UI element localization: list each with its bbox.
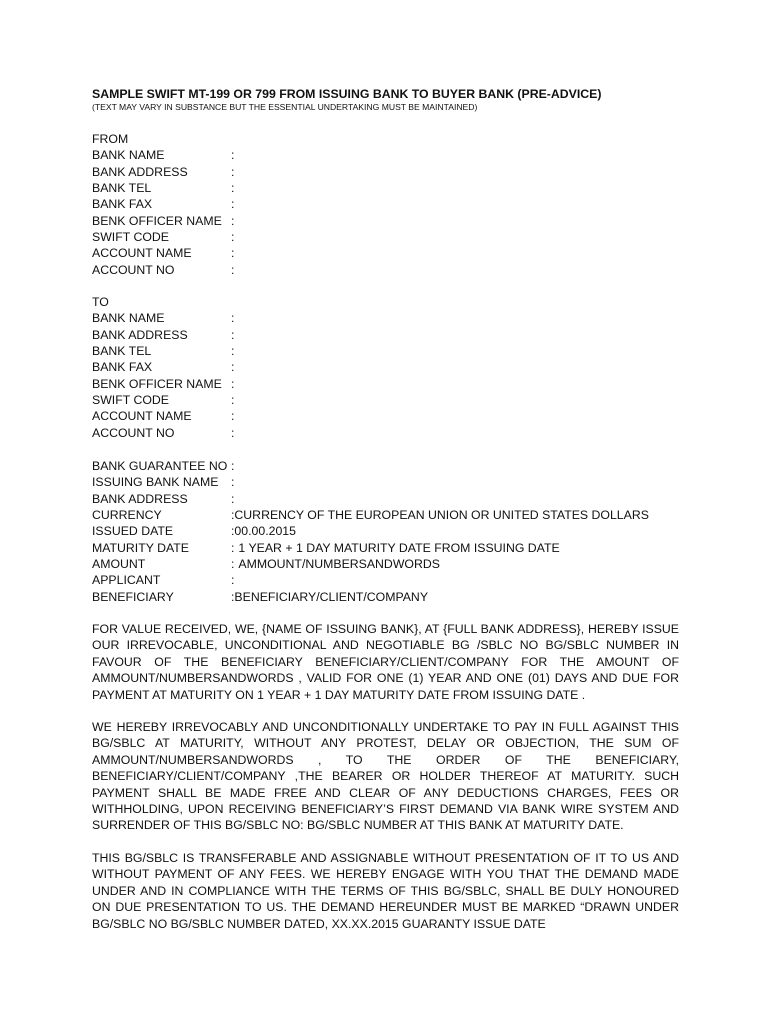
field-colon: : <box>231 491 235 506</box>
field-label: BANK NAME <box>92 311 165 326</box>
maturity-date-value: 1 YEAR + 1 DAY MATURITY DATE FROM ISSUING DATE <box>238 540 560 555</box>
field-row <box>92 196 692 212</box>
field-colon: : <box>231 164 235 179</box>
document-subtitle: (TEXT MAY VARY IN SUBSTANCE BUT THE ESSENTIAL UNDERTAKING MUST BE MAINTAINED) <box>92 102 478 112</box>
field-label: BANK NAME <box>92 148 165 163</box>
field-label: AMOUNT <box>92 557 146 572</box>
field-row <box>92 180 692 196</box>
field-row <box>92 376 692 392</box>
field-colon: : <box>231 425 235 440</box>
field-colon: : <box>231 540 235 555</box>
field-colon: : <box>231 230 235 245</box>
field-row <box>92 540 692 556</box>
currency-value: CURRENCY OF THE EUROPEAN UNION OR UNITED STATES DOLLARS <box>234 508 649 523</box>
field-row <box>92 589 692 605</box>
field-label: ISSUED DATE <box>92 524 174 539</box>
field-label: ISSUING BANK NAME <box>92 475 219 490</box>
field-label: APPLICANT <box>92 573 161 588</box>
field-colon: : <box>231 557 235 572</box>
field-label: ACCOUNT NAME <box>92 409 192 424</box>
field-label: BANK FAX <box>92 360 153 375</box>
body-paragraph: THIS BG/SBLC IS TRANSFERABLE AND ASSIGNABLE WITHOUT PRESENTATION OF IT TO US AND WITHOUT PAYMENT OF ANY FEES. WE HEREBY ENGAGE WITH YOU THAT THE DEMAND MADE UNDER AND IN COMPLIANCE WITH THE TERMS OF THIS BG/SBLC, SHALL BE DULY HONOURED ON DUE PRESENTATION TO US. THE DEMAND HEREUNDER MUST BE MARKED “DRAWN UNDER BG/SBLC NO BG/SBLC NUMBER DATED, XX.XX.2015 GUARANTY ISSUE DATE <box>92 851 679 931</box>
field-label: BANK FAX <box>92 197 153 212</box>
field-colon: : <box>231 475 235 490</box>
field-row <box>92 556 692 572</box>
field-label: BANK TEL <box>92 344 152 359</box>
field-label: BENEFICIARY <box>92 589 174 604</box>
field-label: CURRENCY <box>92 508 162 523</box>
field-colon: : <box>231 213 235 228</box>
field-colon: : <box>231 344 235 359</box>
field-colon: : <box>231 393 235 408</box>
document-title: SAMPLE SWIFT MT-199 OR 799 FROM ISSUING BANK TO BUYER BANK (PRE-ADVICE) <box>92 87 602 101</box>
field-colon: : <box>231 524 235 539</box>
beneficiary-value: BENEFICIARY/CLIENT/COMPANY <box>234 589 429 604</box>
field-colon: : <box>231 148 235 163</box>
field-row <box>92 458 692 474</box>
field-row <box>92 213 692 229</box>
body-paragraph: WE HEREBY IRREVOCABLY AND UNCONDITIONALLY UNDERTAKE TO PAY IN FULL AGAINST THIS BG/SBLC AT MATURITY, WITHOUT ANY PROTEST, DELAY OR OBJECTION, THE SUM OF AMMOUNT/NUMBERSANDWORDS , TO THE ORDER OF THE BENEFICIARY, BENEFICIARY/CLIENT/COMPANY ,THE BEARER OR HOLDER THEREOF AT MATURITY. SUCH PAYMENT SHALL BE MADE FREE AND CLEAR OF ANY DEDUCTIONS CHARGES, FEES OR WITHHOLDING, UPON RECEIVING BENEFICIARY’S FIRST DEMAND VIA BANK WIRE SYSTEM AND SURRENDER OF THIS BG/SBLC NO: BG/SBLC NUMBER AT THIS BANK AT MATURITY DATE. <box>92 720 679 833</box>
body-paragraph: FOR VALUE RECEIVED, WE, {NAME OF ISSUING BANK}, AT {FULL BANK ADDRESS}, HEREBY ISSUE OUR IRREVOCABLE, UNCONDITIONAL AND NEGOTIABLE BG /SBLC NO BG/SBLC NUMBER IN FAVOUR OF THE BENEFICIARY BENEFICIARY/CLIENT/COMPANY FOR THE AMOUNT OF AMMOUNT/NUMBERSANDWORDS , VALID FOR ONE (1) YEAR AND ONE (01) DAYS AND DUE FOR PAYMENT AT MATURITY ON 1 YEAR + 1 DAY MATURITY DATE FROM ISSUING DATE . <box>92 622 679 702</box>
field-row <box>92 229 692 245</box>
field-colon: : <box>231 181 235 196</box>
field-label: BENK OFFICER NAME <box>92 376 222 391</box>
field-label: SWIFT CODE <box>92 230 169 245</box>
to-heading: TO <box>92 295 109 309</box>
field-label: SWIFT CODE <box>92 393 169 408</box>
field-label: ACCOUNT NAME <box>92 246 192 261</box>
field-row <box>92 572 692 588</box>
issued-date-value: 00.00.2015 <box>234 524 296 539</box>
field-row <box>92 507 692 523</box>
field-label: MATURITY DATE <box>92 540 190 555</box>
guarantee-details-section <box>92 458 692 605</box>
field-row <box>92 164 692 180</box>
field-colon: : <box>231 376 235 391</box>
to-section <box>92 294 692 441</box>
field-row <box>92 327 692 343</box>
field-colon: : <box>231 459 235 473</box>
field-colon: : <box>231 360 235 375</box>
field-label: BANK ADDRESS <box>92 491 188 506</box>
field-colon: : <box>231 508 235 523</box>
field-row <box>92 310 692 326</box>
field-row <box>92 523 692 539</box>
field-row <box>92 392 692 408</box>
field-label: BENK OFFICER NAME <box>92 213 222 228</box>
field-row <box>92 147 692 163</box>
field-label: ACCOUNT NO <box>92 425 175 440</box>
field-row <box>92 343 692 359</box>
field-label: BANK GUARANTEE NO <box>92 459 228 473</box>
from-heading: FROM <box>92 132 129 146</box>
field-row <box>92 262 692 278</box>
field-label: BANK ADDRESS <box>92 327 188 342</box>
field-row <box>92 359 692 375</box>
field-label: ACCOUNT NO <box>92 262 175 277</box>
field-colon: : <box>231 246 235 261</box>
field-colon: : <box>231 311 235 326</box>
from-section <box>92 131 692 278</box>
field-row <box>92 425 692 441</box>
field-row <box>92 491 692 507</box>
field-row <box>92 474 692 490</box>
field-colon: : <box>231 197 235 212</box>
field-row <box>92 245 692 261</box>
field-label: BANK TEL <box>92 181 152 196</box>
field-colon: : <box>231 409 235 424</box>
amount-value: AMMOUNT/NUMBERSANDWORDS <box>238 557 440 572</box>
field-colon: : <box>231 589 235 604</box>
field-colon: : <box>231 327 235 342</box>
field-row <box>92 408 692 424</box>
field-label: BANK ADDRESS <box>92 164 188 179</box>
field-colon: : <box>231 573 235 588</box>
field-colon: : <box>231 262 235 277</box>
